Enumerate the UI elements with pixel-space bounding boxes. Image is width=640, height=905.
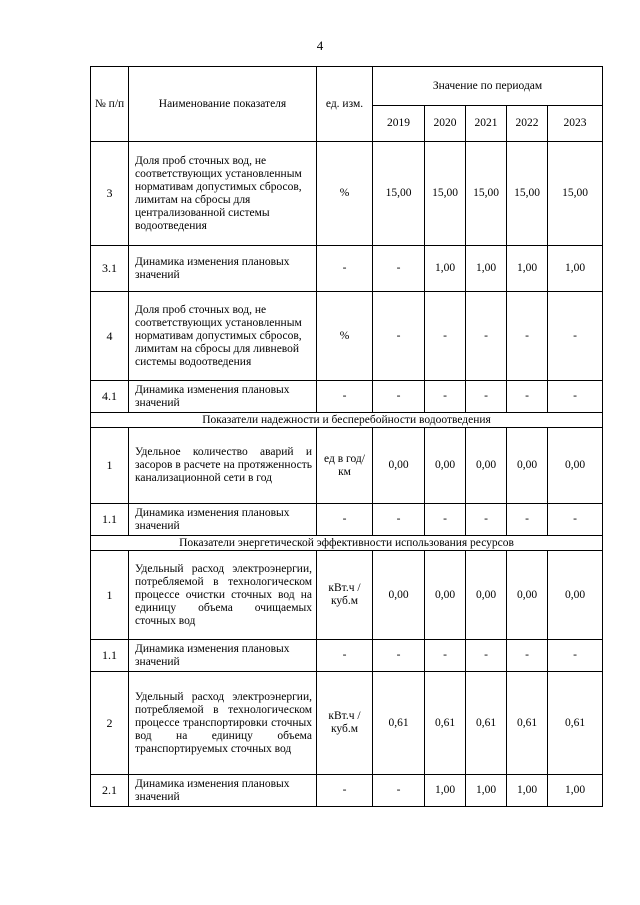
row-value: 15,00 (373, 142, 425, 246)
row-unit: кВт.ч / куб.м (317, 672, 373, 775)
row-value: - (466, 504, 507, 536)
row-unit: кВт.ч / куб.м (317, 551, 373, 640)
row-unit: % (317, 292, 373, 381)
table-row (91, 504, 603, 536)
table-row (91, 551, 603, 640)
row-number: 2 (91, 672, 129, 775)
row-unit: ед в год/ км (317, 428, 373, 504)
row-unit: - (317, 640, 373, 672)
table-row (91, 672, 603, 775)
row-value: - (548, 504, 603, 536)
row-unit: % (317, 142, 373, 246)
row-value: - (373, 381, 425, 413)
row-value: 1,00 (466, 775, 507, 807)
table-row (91, 292, 603, 381)
row-value: 0,00 (507, 428, 548, 504)
row-value: 0,61 (373, 672, 425, 775)
row-number: 2.1 (91, 775, 129, 807)
row-value: - (507, 504, 548, 536)
row-number: 3 (91, 142, 129, 246)
row-value: - (373, 775, 425, 807)
row-value: 1,00 (548, 246, 603, 292)
row-value: - (373, 292, 425, 381)
header-name: Наименование показателя (129, 67, 317, 142)
row-name: Динамика изменения плановых значений (129, 381, 317, 413)
header-year: 2022 (507, 106, 548, 142)
row-value: - (466, 292, 507, 381)
row-value: - (507, 381, 548, 413)
header-year: 2019 (373, 106, 425, 142)
row-value: - (425, 292, 466, 381)
row-value: 15,00 (425, 142, 466, 246)
row-name: Доля проб сточных вод, не соответствующих установленным нормативам допустимых сбросов, лимитам на сбросы для ливневой системы водоотведения (129, 292, 317, 381)
section-header-row (91, 413, 603, 428)
indicators-table (90, 66, 603, 807)
row-unit: - (317, 504, 373, 536)
section-title: Показатели надежности и бесперебойности водоотведения (91, 413, 603, 428)
header-year: 2021 (466, 106, 507, 142)
row-value: - (373, 246, 425, 292)
table-row (91, 246, 603, 292)
section-title: Показатели энергетической эффективности использования ресурсов (91, 536, 603, 551)
table-row (91, 775, 603, 807)
row-value: 1,00 (507, 775, 548, 807)
row-value: 15,00 (466, 142, 507, 246)
row-number: 1 (91, 428, 129, 504)
row-value: - (507, 292, 548, 381)
row-name: Динамика изменения плановых значений (129, 640, 317, 672)
row-value: 0,00 (548, 428, 603, 504)
row-value: 1,00 (548, 775, 603, 807)
row-value: - (466, 640, 507, 672)
row-value: - (466, 381, 507, 413)
row-name: Доля проб сточных вод, не соответствующих установленным нормативам допустимых сбросов, лимитам на сбросы для централизованной системы водоотведения (129, 142, 317, 246)
row-value: 1,00 (425, 775, 466, 807)
row-value: 0,61 (548, 672, 603, 775)
row-value: - (507, 640, 548, 672)
row-number: 4.1 (91, 381, 129, 413)
row-value: - (425, 640, 466, 672)
row-name: Удельный расход электроэнергии, потребляемой в технологическом процессе очистки сточных вод на единицу объема очищаемых сточных вод (129, 551, 317, 640)
row-unit: - (317, 775, 373, 807)
row-number: 1 (91, 551, 129, 640)
header-year: 2023 (548, 106, 603, 142)
row-value: 0,00 (373, 551, 425, 640)
row-unit: - (317, 246, 373, 292)
row-name: Динамика изменения плановых значений (129, 504, 317, 536)
row-value: - (373, 504, 425, 536)
table-row (91, 381, 603, 413)
row-value: 0,61 (507, 672, 548, 775)
row-value: - (373, 640, 425, 672)
row-name: Динамика изменения плановых значений (129, 775, 317, 807)
page-number: 4 (316, 38, 324, 53)
row-value: - (425, 381, 466, 413)
row-value: 1,00 (466, 246, 507, 292)
row-value: 0,61 (425, 672, 466, 775)
row-value: 0,00 (425, 551, 466, 640)
table-row (91, 428, 603, 504)
row-value: 0,61 (466, 672, 507, 775)
row-value: - (548, 292, 603, 381)
table-row (91, 640, 603, 672)
row-value: 0,00 (466, 428, 507, 504)
row-number: 1.1 (91, 504, 129, 536)
row-value: - (548, 640, 603, 672)
header-number: № п/п (91, 67, 129, 142)
row-value: 0,00 (466, 551, 507, 640)
row-value: 0,00 (507, 551, 548, 640)
table-row (91, 142, 603, 246)
row-name: Удельное количество аварий и засоров в расчете на протяженность канализационной сети в год (129, 428, 317, 504)
row-unit: - (317, 381, 373, 413)
header-periods: Значение по периодам (373, 67, 603, 106)
header-year: 2020 (425, 106, 466, 142)
row-name: Динамика изменения плановых значений (129, 246, 317, 292)
row-value: - (548, 381, 603, 413)
row-value: 1,00 (425, 246, 466, 292)
row-name: Удельный расход электроэнергии, потребляемой в технологическом процессе транспортировки сточных вод на единицу объема транспортируемых сточных вод (129, 672, 317, 775)
row-number: 4 (91, 292, 129, 381)
row-number: 1.1 (91, 640, 129, 672)
row-value: 15,00 (548, 142, 603, 246)
row-value: 15,00 (507, 142, 548, 246)
section-header-row (91, 536, 603, 551)
header-unit: ед. изм. (317, 67, 373, 142)
row-value: 0,00 (373, 428, 425, 504)
row-value: 0,00 (425, 428, 466, 504)
row-value: 1,00 (507, 246, 548, 292)
row-number: 3.1 (91, 246, 129, 292)
row-value: - (425, 504, 466, 536)
row-value: 0,00 (548, 551, 603, 640)
